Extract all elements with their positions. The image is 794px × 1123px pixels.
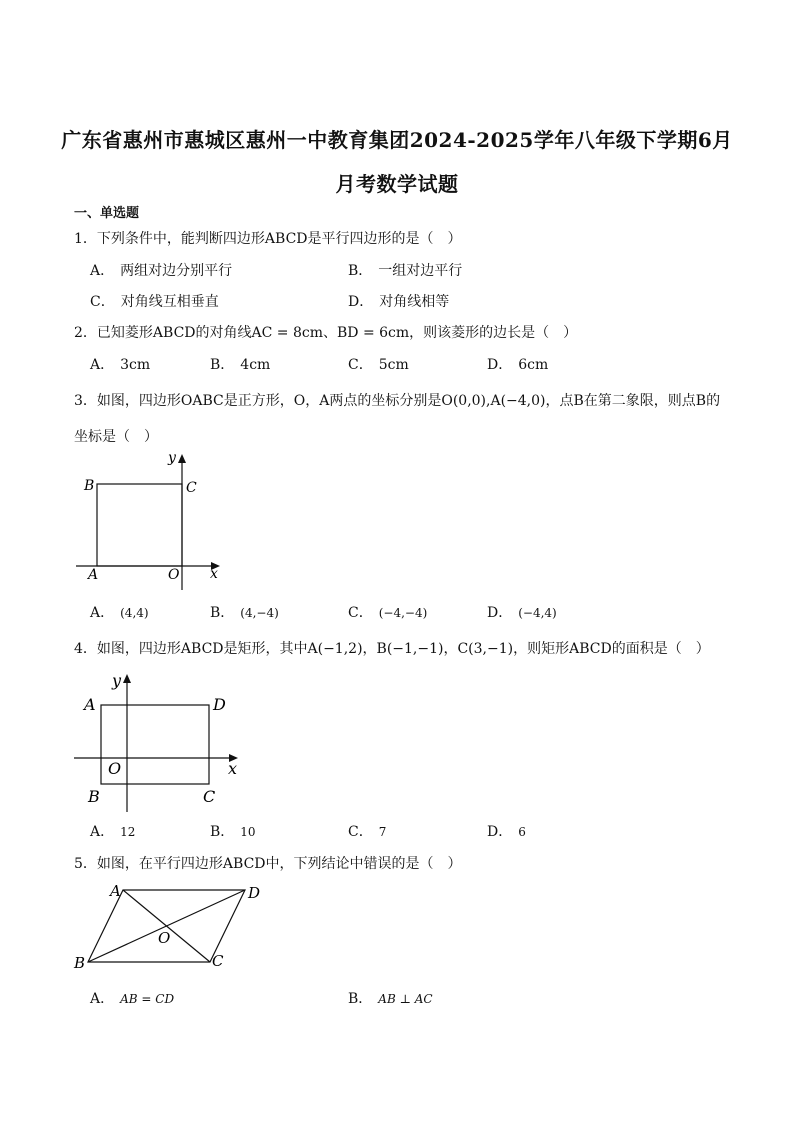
option-key: D． [487,357,513,373]
question-1-text: 1．下列条件中，能判断四边形ABCD是平行四边形的是（ ） [74,231,462,247]
option-text: 对角线互相垂直 [120,294,219,310]
option-key: B． [210,357,235,373]
question-4-option-c [348,821,386,841]
option-text: 6cm [518,357,549,373]
question-3-option-d [487,602,557,622]
label-y: y [112,671,122,690]
option-key: A． [90,357,115,373]
option-text: (−4,4) [518,606,557,620]
option-key: A． [90,824,115,840]
option-key: C． [348,605,373,621]
option-text: 7 [378,825,387,839]
question-2-option-d [487,354,548,374]
question-3-option-c [348,602,427,622]
y-axis-arrow [178,454,186,463]
option-text: (4,4) [120,606,149,620]
option-key: C． [90,294,115,310]
option-key: D． [487,824,513,840]
option-key: B． [210,605,235,621]
question-4-option-a [90,821,135,841]
option-key: A． [90,263,115,279]
section-heading: 一、单选题 [74,206,140,221]
option-text: (−4,−4) [378,606,428,620]
label-b: B [88,787,100,806]
option-key: C． [348,824,373,840]
option-key: B． [348,991,373,1007]
option-key: A． [90,991,115,1007]
option-text: 12 [120,825,136,839]
option-key: D． [487,605,513,621]
option-text: 对角线相等 [379,294,450,310]
option-text: (4,−4) [240,606,279,620]
label-o: O [168,567,180,583]
question-3-option-a [90,602,149,622]
question-4-option-d [487,821,526,841]
option-text: 5cm [378,357,409,373]
question-1-option-b [348,260,462,280]
question-5-option-a [90,988,174,1008]
option-key: C． [348,357,373,373]
option-key: B． [348,263,373,279]
question-5-text: 5．如图，在平行四边形ABCD中，下列结论中错误的是（ ） [74,856,462,872]
question-3-text: 3．如图，四边形OABC是正方形，O，A两点的坐标分别是O(0,0),A(−4,0)，点B在第二象限，则点B的 [74,393,721,409]
label-o: O [158,929,171,947]
question-5-option-b [348,988,433,1008]
y-axis-arrow [123,674,131,683]
label-x: x [228,759,238,778]
option-text: 3cm [120,357,151,373]
question-3-figure [70,448,230,596]
option-text: 6 [518,825,526,839]
label-a: A [88,567,99,583]
question-3-text-cont: 坐标是（ ） [74,429,158,445]
label-a: A [110,882,121,900]
label-x: x [210,566,218,582]
question-4-option-b [210,821,256,841]
option-text: 一组对边平行 [378,263,463,279]
label-c: C [203,787,216,806]
question-5-figure [70,878,270,974]
label-d: D [248,884,261,902]
label-y: y [168,450,176,466]
question-1-option-d [348,291,449,311]
label-a: A [84,695,96,714]
option-text: 10 [240,825,256,839]
label-b: B [74,954,86,972]
label-b: B [84,478,95,494]
question-2-text: 2．已知菱形ABCD的对角线AC = 8cm、BD = 6cm，则该菱形的边长是（ ） [74,325,578,341]
option-text: AB = CD [120,992,175,1006]
page-subtitle: 月考数学试题 [335,172,459,196]
option-key: A． [90,605,115,621]
question-2-option-b [210,354,270,374]
label-o: O [108,759,122,778]
label-c: C [186,480,197,496]
question-1-option-c [90,291,219,311]
label-c: C [212,952,224,970]
option-text: 两组对边分别平行 [120,263,233,279]
option-text: 4cm [240,357,271,373]
option-text: AB ⊥ AC [378,992,433,1006]
page-title: 广东省惠州市惠城区惠州一中教育集团2024-2025学年八年级下学期6月 [61,128,733,152]
question-3-option-b [210,602,279,622]
question-4-text: 4．如图，四边形ABCD是矩形，其中A(−1,2)，B(−1,−1)，C(3,−1)，则矩形ABCD的面积是（ ） [74,641,710,657]
option-key: B． [210,824,235,840]
question-1-option-a [90,260,232,280]
question-2-option-a [90,354,150,374]
question-2-option-c [348,354,409,374]
label-d: D [213,695,226,714]
question-4-figure [70,666,250,814]
square-oabc [97,484,182,566]
option-key: D． [348,294,374,310]
